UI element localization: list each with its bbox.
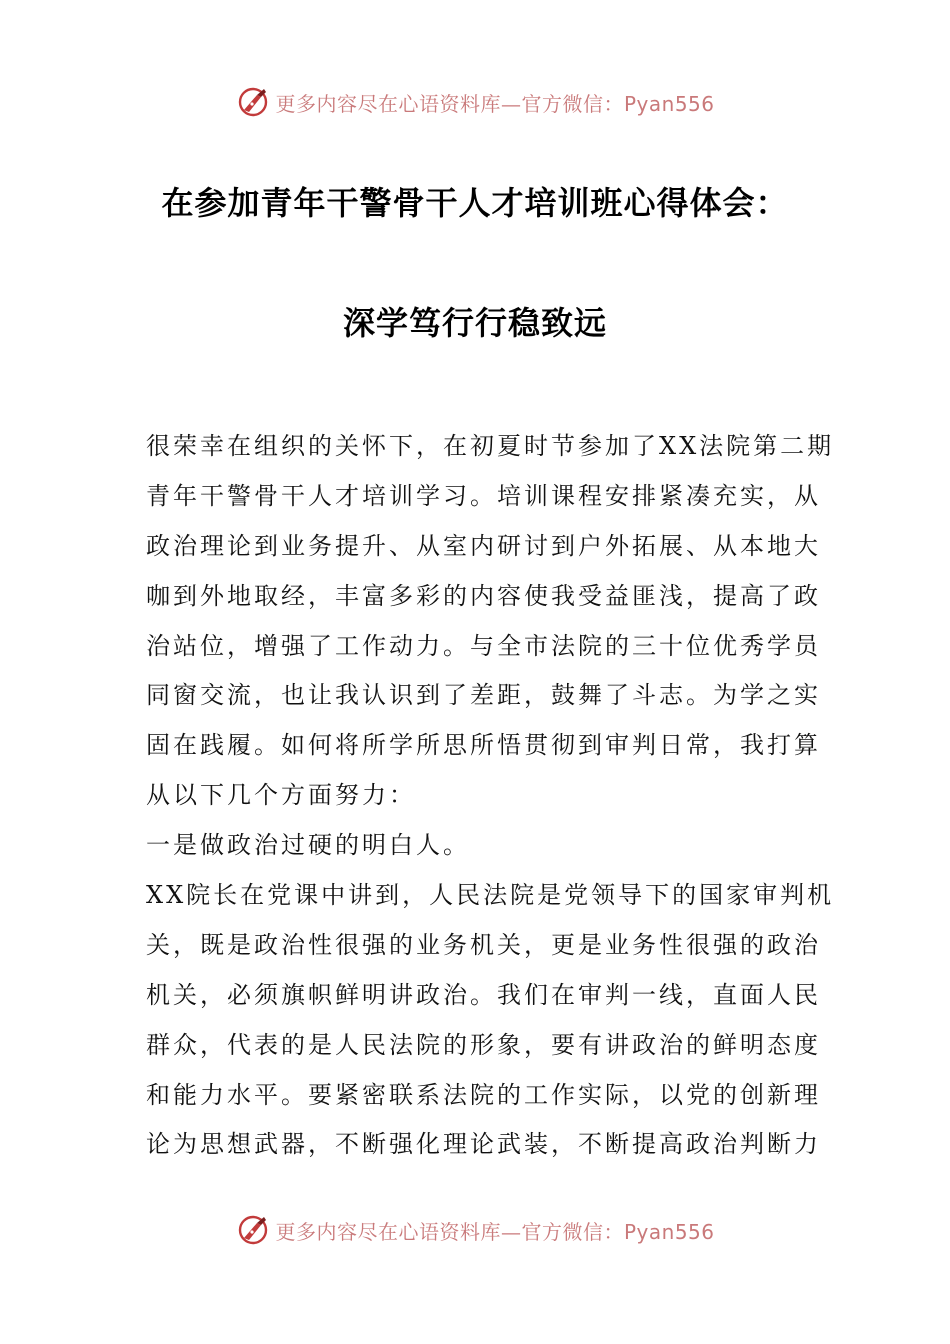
body-line: 群众，代表的是人民法院的形象，要有讲政治的鲜明态度 xyxy=(146,1030,821,1059)
body-line: 机关，必须旗帜鲜明讲政治。我们在审判一线，直面人民 xyxy=(146,980,821,1009)
body-line: 和能力水平。要紧密联系法院的工作实际，以党的创新理 xyxy=(146,1080,821,1109)
header-watermark xyxy=(0,82,950,122)
body-line: 青年干警骨干人才培训学习。培训课程安排紧凑充实，从 xyxy=(146,481,821,510)
body-line: 很荣幸在组织的关怀下，在初夏时节参加了XX法院第二期 xyxy=(146,432,835,460)
body-line: 论为思想武器，不断强化理论武装，不断提高政治判断力 xyxy=(146,1130,821,1159)
watermark-label: 更多内容尽在心语资料库—官方微信： xyxy=(275,91,624,116)
watermark-text xyxy=(275,1216,714,1245)
body-line: 固在践履。如何将所学所思所悟贯彻到审判日常，我打算 xyxy=(146,731,821,760)
pen-nib-logo-icon xyxy=(235,84,271,120)
document-title: 在参加青年干警骨干人才培训班心得体会： xyxy=(161,184,789,222)
body-line: 关，既是政治性很强的业务机关，更是业务性很强的政治 xyxy=(146,930,821,959)
watermark-handle: Pyan556 xyxy=(623,1219,715,1244)
body-line: 政治理论到业务提升、从室内研讨到户外拓展、从本地大 xyxy=(146,531,821,560)
section-heading: 一是做政治过硬的明白人。 xyxy=(146,831,470,860)
watermark-handle: Pyan556 xyxy=(623,91,715,116)
footer-watermark xyxy=(0,1210,950,1250)
watermark-text xyxy=(275,88,714,117)
pen-nib-logo-icon xyxy=(235,1212,271,1248)
body-line: XX院长在党课中讲到，人民法院是党领导下的国家审判机 xyxy=(146,881,835,910)
body-line: 从以下几个方面努力： xyxy=(146,781,416,810)
body-line: 同窗交流，也让我认识到了差距，鼓舞了斗志。为学之实 xyxy=(146,681,821,710)
document-body xyxy=(146,422,835,1170)
body-line: 治站位，增强了工作动力。与全市法院的三十位优秀学员 xyxy=(146,631,821,660)
watermark-label: 更多内容尽在心语资料库—官方微信： xyxy=(275,1219,624,1244)
body-line: 咖到外地取经，丰富多彩的内容使我受益匪浅，提高了政 xyxy=(146,581,821,610)
document-subtitle: 深学笃行行稳致远 xyxy=(342,304,607,342)
